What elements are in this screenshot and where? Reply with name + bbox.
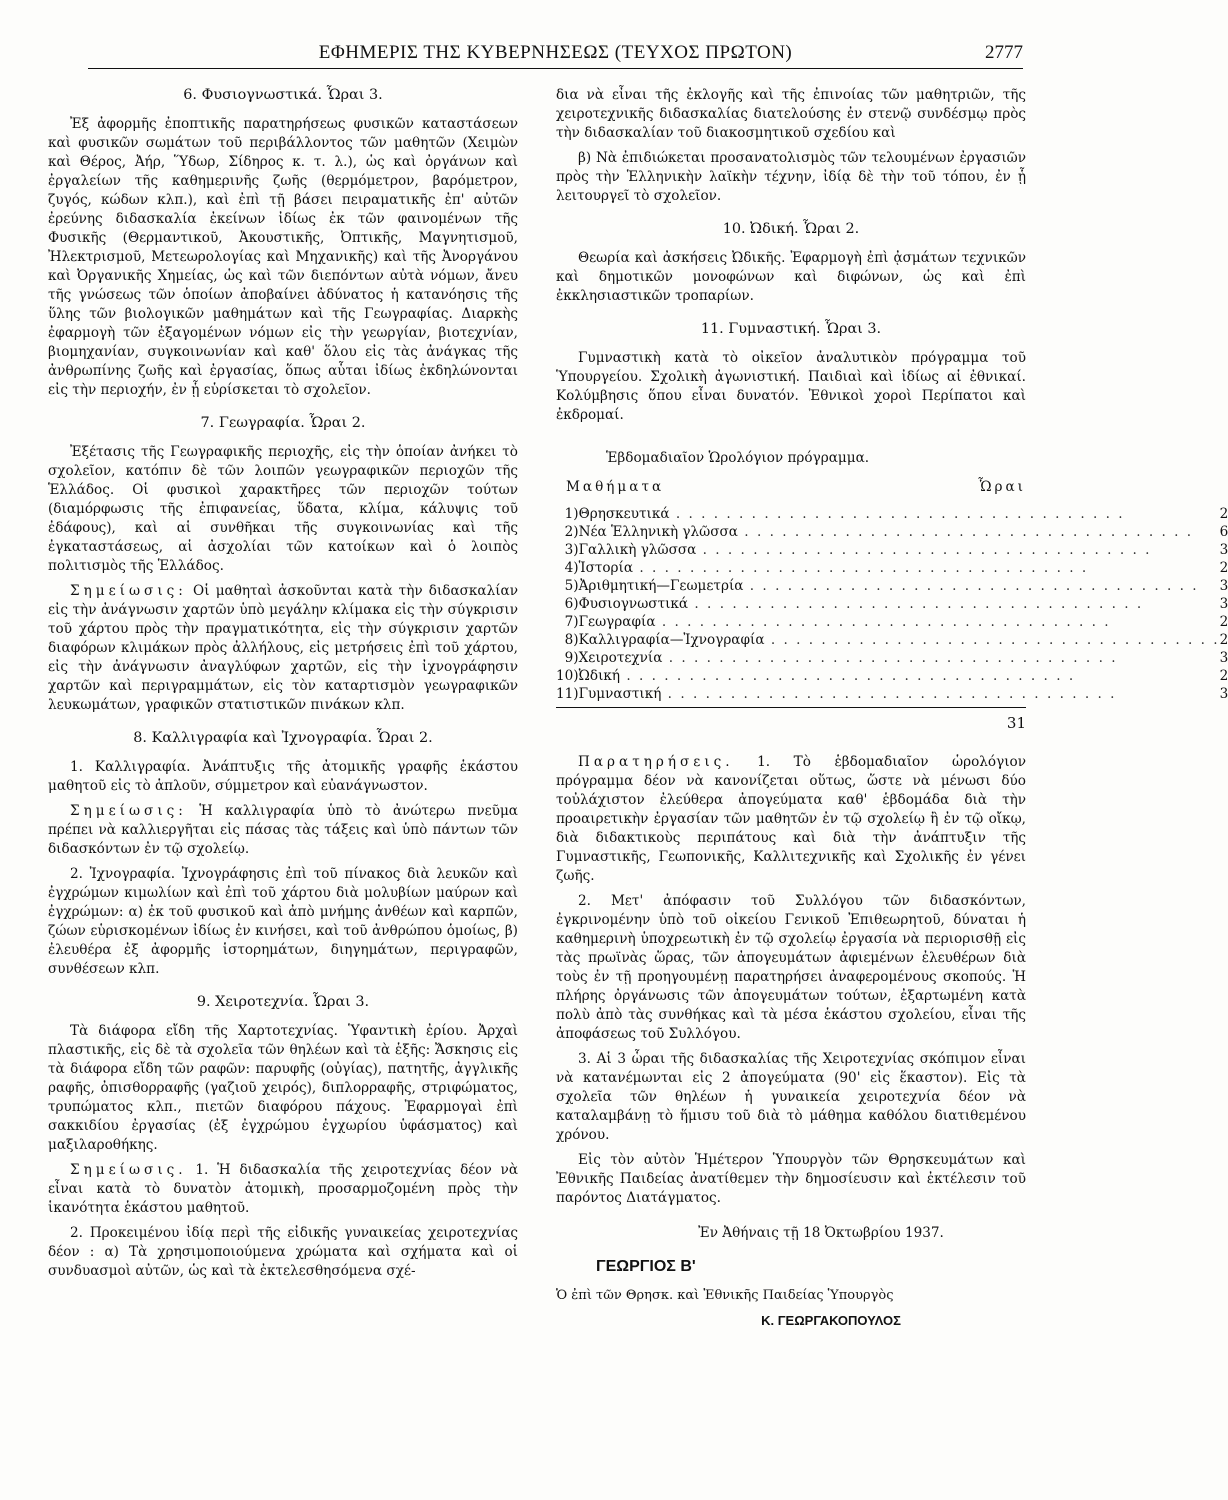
section-8-drawing: 2. Ἰχνογραφία. Ἰχνογράφησις ἐπὶ τοῦ πίνακος διὰ λευκῶν καὶ ἐγχρώμων κιμωλίων καὶ ἐπὶ τοῦ χάρτου διὰ μολυβίων μαύρων καὶ ἐγχρώμων: α) ἐκ τοῦ φυσικοῦ καὶ ἀπὸ μνήμης ἀνθέων καὶ καρπῶν, ζώων εὑρισκομένων ἰδίως ἐν κινήσει, καὶ τοῦ ἀνθρώπου ὁμοίως, β) ἐλευθέρα ἐξ ἀφορμῆς ἱστορημάτων, διηγημάτων, περιγραφῶν, συνθέσεων κλπ. <box>48 866 518 977</box>
section-9-text: Τὰ διάφορα εἴδη τῆς Χαρτοτεχνίας. Ὑφαντικὴ ἐρίου. Ἀρχαὶ πλαστικῆς, εἰς δὲ τὰ σχολεῖα τῶν θηλέων καὶ τὰ ἑξῆς: Ἄσκησις εἰς τὰ διάφορα εἴδη τῶν ραφῶν: παρυφῆς (οὐγίας), πατητῆς, ἀγγλικῆς ραφῆς, ὀπισθορραφῆς (γαζιοῦ χειρός), διπλορραφῆς, στριφώματος, τρυπώματος κλπ., πιετῶν διαφόρου πάχους. Ἐφαρμογαὶ ἐπὶ σακκιδίου ἐργασίας (ἐξ ἐγχρώμου ἐγχωρίου ὑφάσματος) καὶ μαξιλαροθήκης. <box>48 1023 518 1153</box>
schedule-row-number: 2) <box>564 524 579 540</box>
decree-date: Ἐν Ἀθήναις τῇ 18 Ὀκτωβρίου 1937. <box>698 1225 944 1241</box>
note-text: 1. Ἡ διδασκαλία τῆς χειροτεχνίας δέον νὰ εἶναι κατὰ τὸ δυνατὸν ἀτομικὴ, προσαρμοζομένη πρὸς τὴν ἱκανότητα ἑκάστου μαθητοῦ. <box>48 1162 518 1216</box>
schedule-row-cell <box>579 631 1220 649</box>
schedule-subject: Ὠδική <box>578 668 621 684</box>
schedule-row-cell <box>579 559 1220 577</box>
leader-dots: . . . . . . . . . . . . . . . . . . . . . . . . . . . . . . . . . . . . <box>669 506 1125 522</box>
schedule-row <box>556 595 1228 613</box>
schedule-row-number: 5) <box>564 578 579 594</box>
schedule-column-headers <box>566 478 1026 497</box>
leader-dots: . . . . . . . . . . . . . . . . . . . . . . . . . . . . . . . . . . . . <box>661 686 1117 702</box>
schedule-row <box>556 505 1228 523</box>
schedule-row <box>556 541 1228 559</box>
observations-label: Παρατηρήσεις. <box>578 754 734 770</box>
schedule-table <box>556 505 1228 703</box>
page-header <box>88 40 1023 69</box>
schedule-subject: Χειροτεχνία <box>578 650 663 666</box>
schedule-row <box>556 649 1228 667</box>
schedule-row-cell <box>579 613 1220 631</box>
leader-dots: . . . . . . . . . . . . . . . . . . . . . . . . . . . . . . . . . . . . <box>620 668 1076 684</box>
section-6-text: Ἐξ ἀφορμῆς ἐποπτικῆς παρατηρήσεως φυσικῶν καταστάσεων καὶ φυσικῶν σωμάτων τοῦ περιβάλλοντος τῶν μαθητῶν (Χειμὼν καὶ Θέρος, Ἀήρ, Ὕδωρ, Σίδηρος κ. τ. λ.), ὡς καὶ ὀργάνων καὶ ἐργαλείων τῆς καθημερινῆς ζωῆς (θερμόμετρον, βαρόμετρον, ζυγός, κώδων κλπ.), καὶ ἐπὶ τῇ βάσει πειραματικῆς ἐπ' αὐτῶν ἐρεύνης διδασκαλία ἐκείνων ἰδίως ἐκ τῶν φαινομένων τῆς Φυσικῆς (Θερμαντικοῦ, Ἀκουστικῆς, Ὀπτικῆς, Μαγνητισμοῦ, Ἠλεκτρισμοῦ, Μετεωρολογίας καὶ Μηχανικῆς) καὶ τῆς Ἀνοργάνου καὶ Ὀργανικῆς Χημείας, ὡς καὶ τῶν διεπόντων αὐτὰ νόμων, ἄνευ τῆς γνώσεως τῶν ὁποίων ἀποβαίνει ἀδύνατος ἡ κατανόησις τῆς ὕλης τῶν βιολογικῶν μαθημάτων καὶ τῆς Γεωγραφίας. Διαρκὴς ἐφαρμογὴ τῶν ἐξαγομένων νόμων εἰς τὴν γεωργίαν, βιοτεχνίαν, βιομηχανίαν, συγκοινωνίαν καὶ καθ' ὅλου εἰς τὰς ἀνάγκας τῆς ἀνθρωπίνης ζωῆς καὶ ἐργασίας, ὅπως αὗται ἰδίως ἐκδηλώνονται εἰς τὴν περιοχήν, ἐν ᾗ εὑρίσκεται τὸ σχολεῖον. <box>48 116 518 398</box>
hours-header: Ὧραι <box>978 479 1026 495</box>
schedule-row-number: 1) <box>564 506 579 522</box>
schedule-hours: 2 <box>1219 560 1228 576</box>
note-label: Σημείωσις: <box>70 803 187 819</box>
schedule-row <box>556 559 1228 577</box>
schedule-row-cell <box>579 505 1220 523</box>
observation-1-text: 1. Τὸ ἑβδομαδιαῖον ὡρολόγιον πρόγραμμα δέον νὰ κανονίζεται οὕτως, ὥστε νὰ μένωσι δύο τοὐλάχιστον ἐλεύθερα ἀπογεύματα καθ' ἑβδομάδα διὰ τὴν προαιρετικὴν ἐργασίαν τῶν μαθητῶν ἐν τῷ σχολείῳ ἢ ἐν τῷ οἴκῳ, διὰ διδακτικοὺς περιπάτους καὶ διὰ τὴν ἀνάπτυξιν τῆς Γυμναστικῆς, Γεωπονικῆς, Καλλιτεχνικῆς καὶ Σχολικῆς ἐν γένει ζωῆς. <box>556 754 1027 884</box>
schedule-row-number: 9) <box>564 650 579 666</box>
schedule-hours: 2 <box>1219 506 1228 522</box>
schedule-row <box>556 577 1228 595</box>
schedule-row-number: 3) <box>564 542 579 558</box>
schedule-hours: 2 <box>1219 668 1228 684</box>
schedule-row-number: 4) <box>564 560 579 576</box>
schedule-subject: Γεωγραφία <box>578 614 656 630</box>
left-column <box>48 86 518 1287</box>
section-9-note <box>48 1161 518 1218</box>
observation-3: 3. Αἱ 3 ὧραι τῆς διδασκαλίας τῆς Χειροτεχνίας σκόπιμον εἶναι νὰ κατανέμωνται εἰς 2 ἀπογεύματα (90' εἰς ἕκαστον). Εἰς τὰ σχολεῖα τῶν θηλέων ἡ γυναικεία χειροτεχνία δέον νὰ καταλαμβάνῃ τὸ ἥμισυ τοῦ διὰ τὸ μάθημα καθόλου διατιθεμένου χρόνου. <box>556 1051 1026 1143</box>
schedule-subject: Φυσιογνωστικά <box>578 596 689 612</box>
section-7-text: Ἐξέτασις τῆς Γεωγραφικῆς περιοχῆς, εἰς τὴν ὁποίαν ἀνήκει τὸ σχολεῖον, κατόπιν δὲ τῶν λοιπῶν γεωγραφικῶν περιοχῶν τῆς Ἑλλάδος. Οἱ φυσικοὶ χαρακτῆρες τῶν περιοχῶν τούτων (διαμόρφωσις τῆς ἐπιφανείας, ὕδατα, κλίμα, κάλυψις τοῦ ἐδάφους), καὶ αἱ συνθῆκαι τῆς συγκοινωνίας καὶ τῆς ἐγκαταστάσεως, αἱ ἀσχολίαι τῶν κατοίκων καὶ ὁ λοιπὸς πολιτισμὸς τῆς Ἑλλάδος. <box>48 444 518 574</box>
section-7-title: 7. Γεωγραφία. Ὧραι 2. <box>200 415 366 431</box>
schedule-row-number: 6) <box>564 596 579 612</box>
schedule-row <box>556 523 1228 541</box>
minister-name: Κ. ΓΕΩΡΓΑΚΟΠΟΥΛΟΣ <box>761 1313 901 1328</box>
schedule-row <box>556 613 1228 631</box>
section-10-text: Θεωρία καὶ ἀσκήσεις Ὠδικῆς. Ἐφαρμογὴ ἐπὶ ᾀσμάτων τεχνικῶν καὶ δημοτικῶν μονοφώνων καὶ διφώνων, ὡς καὶ ἐπὶ ἐκκλησιαστικῶν τροπαρίων. <box>556 250 1026 304</box>
leader-dots: . . . . . . . . . . . . . . . . . . . . . . . . . . . . . . . . . . . . <box>737 524 1194 540</box>
schedule-row-cell <box>579 595 1220 613</box>
closing-text: Εἰς τὸν αὐτὸν Ἡμέτερον Ὑπουργὸν τῶν Θρησκευμάτων καὶ Ἐθνικῆς Παιδείας ἀνατίθεμεν τὴν δημοσίευσιν καὶ ἐκτέλεσιν τοῦ παρόντος Διατάγματος. <box>556 1152 1026 1206</box>
schedule-hours: 3 <box>1219 650 1228 666</box>
note-text: Ἡ καλλιγραφία ὑπὸ τὸ ἀνώτερω πνεῦμα πρέπει νὰ καλλιεργῆται εἰς πάσας τὰς τάξεις καὶ ὑπὸ πάντων τῶν διδασκόντων ἐν τῷ σχολείῳ. <box>48 803 518 857</box>
total-rule <box>556 707 1026 708</box>
schedule-row-cell <box>579 685 1220 703</box>
leader-dots: . . . . . . . . . . . . . . . . . . . . . . . . . . . . . . . . . . . . <box>662 650 1118 666</box>
schedule-hours: 3 <box>1219 686 1228 702</box>
schedule-row-number: 7) <box>564 614 579 630</box>
schedule-hours: 2 <box>1219 632 1228 648</box>
schedule-subject: Ἀριθμητική—Γεωμετρία <box>578 578 744 594</box>
schedule-subject: Θρησκευτικά <box>578 506 670 522</box>
section-7-note <box>48 582 518 715</box>
leader-dots: . . . . . . . . . . . . . . . . . . . . . . . . . . . . . . . . . . . . <box>655 614 1111 630</box>
schedule-row <box>556 685 1228 703</box>
page-number: 2777 <box>985 42 1023 63</box>
subjects-header: Μαθήματα <box>566 479 665 495</box>
schedule-row-cell <box>579 649 1220 667</box>
leader-dots: . . . . . . . . . . . . . . . . . . . . . . . . . . . . . . . . . . . . <box>688 596 1144 612</box>
schedule-row-cell <box>579 523 1220 541</box>
schedule-row-number: 10) <box>556 668 579 684</box>
schedule-subject: Καλλιγραφία—Ἰχνογραφία <box>578 632 765 648</box>
section-10-title: 10. Ὠδική. Ὧραι 2. <box>722 221 860 237</box>
leader-dots: . . . . . . . . . . . . . . . . . . . . . . . . . . . . . . . . . . . . <box>764 632 1220 648</box>
king-signature: ΓΕΩΡΓΙΟΣ Β' <box>596 1258 696 1275</box>
schedule-row <box>556 631 1228 649</box>
observation-1 <box>556 753 1026 886</box>
schedule-hours: 2 <box>1219 614 1228 630</box>
continued-text-b: β) Νὰ ἐπιδιώκεται προσανατολισμὸς τῶν τελουμένων ἐργασιῶν πρὸς τὴν Ἑλληνικὴν λαϊκὴν τέχνην, ἰδίᾳ δὲ τὴν τοῦ τόπου, ἐν ᾗ λειτουργεῖ τὸ σχολεῖον. <box>556 150 1026 204</box>
section-9-text-2: 2. Προκειμένου ἰδίᾳ περὶ τῆς εἰδικῆς γυναικείας χειροτεχνίας δέον : α) Τὰ χρησιμοποιούμενα χρώματα καὶ σχήματα καὶ οἱ συνδυασμοὶ αὐτῶν, ὡς καὶ τὰ ἐκτελεσθησόμενα σχέ- <box>48 1225 518 1279</box>
schedule-row-cell <box>579 541 1220 559</box>
schedule-row <box>556 667 1228 685</box>
right-column <box>556 86 1228 1330</box>
section-11-text: Γυμναστικὴ κατὰ τὸ οἰκεῖον ἀναλυτικὸν πρόγραμμα τοῦ Ὑπουργείου. Σχολικὴ ἀγωνιστική. Παιδιαὶ καὶ ἰδίως αἱ ἐθνικαί. Κολύμβησις ὅπου εἶναι δυνατόν. Ἐθνικοὶ χοροὶ Περίπατοι καὶ ἐκδρομαί. <box>556 350 1026 423</box>
schedule-subject: Γαλλικὴ γλῶσσα <box>578 542 697 558</box>
gazette-title: ΕΦΗΜΕΡΙΣ ΤΗΣ ΚΥΒΕΡΝΗΣΕΩΣ (ΤΕΥΧΟΣ ΠΡΩΤΟΝ) <box>318 42 793 63</box>
leader-dots: . . . . . . . . . . . . . . . . . . . . . . . . . . . . . . . . . . . . <box>696 542 1152 558</box>
schedule-row-cell <box>579 667 1220 685</box>
note-label: Σημείωσις. <box>70 1162 187 1178</box>
section-8-calligraphy: 1. Καλλιγραφία. Ἀνάπτυξις τῆς ἀτομικῆς γραφῆς ἑκάστου μαθητοῦ εἰς τὸ ἁπλοῦν, σύμμετρον καὶ εὐανάγνωστον. <box>48 759 518 794</box>
leader-dots: . . . . . . . . . . . . . . . . . . . . . . . . . . . . . . . . . . . . <box>633 560 1089 576</box>
section-11-title: 11. Γυμναστική. Ὧραι 3. <box>700 321 882 337</box>
schedule-total: 31 <box>1006 714 1026 732</box>
section-9-title: 9. Χειροτεχνία. Ὧραι 3. <box>196 994 370 1010</box>
section-8-title: 8. Καλλιγραφία καὶ Ἰχνογραφία. Ὧραι 2. <box>133 730 433 746</box>
schedule-hours: 3 <box>1219 578 1228 594</box>
schedule-hours: 3 <box>1219 542 1228 558</box>
schedule-subject: Ἱστορία <box>578 560 634 576</box>
schedule-title: Ἑβδομαδιαῖον Ὡρολόγιον πρόγραμμα. <box>606 450 870 466</box>
schedule-subject: Γυμναστική <box>578 686 662 702</box>
continued-text: δια νὰ εἶναι τῆς ἐκλογῆς καὶ τῆς ἐπινοίας τῶν μαθητριῶν, τῆς χειροτεχνικῆς διδασκαλίας διατελούσης ἐν στενῷ συνδέσμῳ πρὸς τὴν διδασκαλίαν τοῦ διακοσμητικοῦ σχεδίου καὶ <box>556 87 1026 141</box>
note-text: Οἱ μαθηταὶ ἀσκοῦνται κατὰ τὴν διδασκαλίαν εἰς τὴν ἀνάγνωσιν χαρτῶν ὑπὸ μεγάλην κλίμακα εἰς τὴν σύγκρισιν τοῦ χάρτου πρὸς τὴν πραγματικότητα, εἰς τὴν σύγκρισιν χαρτῶν διαφόρων κλιμάκων πρὸς ἀλλήλους, εἰς μετρήσεις ἐπὶ τοῦ χάρτου, εἰς τὴν ἀνάγνωσιν ἀναγλύφων χαρτῶν, εἰς τὴν ἰχνογράφησιν χαρτῶν καὶ περιγραμμάτων, εἰς τὸν καταρτισμὸν γεωγραφικῶν λευκωμάτων, γραφικῶν στατιστικῶν πινάκων κλπ. <box>48 583 518 713</box>
observation-2: 2. Μετ' ἀπόφασιν τοῦ Συλλόγου τῶν διδασκόντων, ἐγκρινομένην ὑπὸ τοῦ οἰκείου Γενικοῦ Ἐπιθεωρητοῦ, δύναται ἡ καθημερινὴ ὑποχρεωτικὴ ἐν τῷ σχολείῳ ἐργασία νὰ περιορισθῇ εἰς τὰς πρωϊνὰς ὥρας, τῶν ἀπογευμάτων ἀφιεμένων ἐλευθέρων διὰ τοὺς ἐν τῇ προηγουμένῃ παρατηρήσει ἀναφερομένους σκοπούς. Ἡ πλήρης ὀργάνωσις τῶν ἀπογευμάτων τούτων, ἐξαρτωμένη κατὰ πολὺ ἀπὸ τὰς συνθήκας καὶ τὰ μέσα ἑκάστου σχολείου, εἶναι τῆς ἀποφάσεως τοῦ Συλλόγου. <box>556 893 1026 1042</box>
section-8-note <box>48 802 518 859</box>
minister-title: Ὁ ἐπὶ τῶν Θρησκ. καὶ Ἐθνικῆς Παιδείας Ὑπουργὸς <box>556 1288 894 1303</box>
schedule-subject: Νέα Ἑλληνικὴ γλῶσσα <box>578 524 738 540</box>
schedule-hours: 6 <box>1219 524 1228 540</box>
schedule-row-number: 8) <box>564 632 579 648</box>
schedule-row-number: 11) <box>556 686 579 702</box>
leader-dots: . . . . . . . . . . . . . . . . . . . . . . . . . . . . . . . . . . . . <box>743 578 1199 594</box>
note-label: Σημείωσις: <box>70 583 187 599</box>
schedule-row-cell <box>579 577 1220 595</box>
schedule-hours: 3 <box>1219 596 1228 612</box>
section-6-title: 6. Φυσιογνωστικά. Ὧραι 3. <box>183 87 383 103</box>
